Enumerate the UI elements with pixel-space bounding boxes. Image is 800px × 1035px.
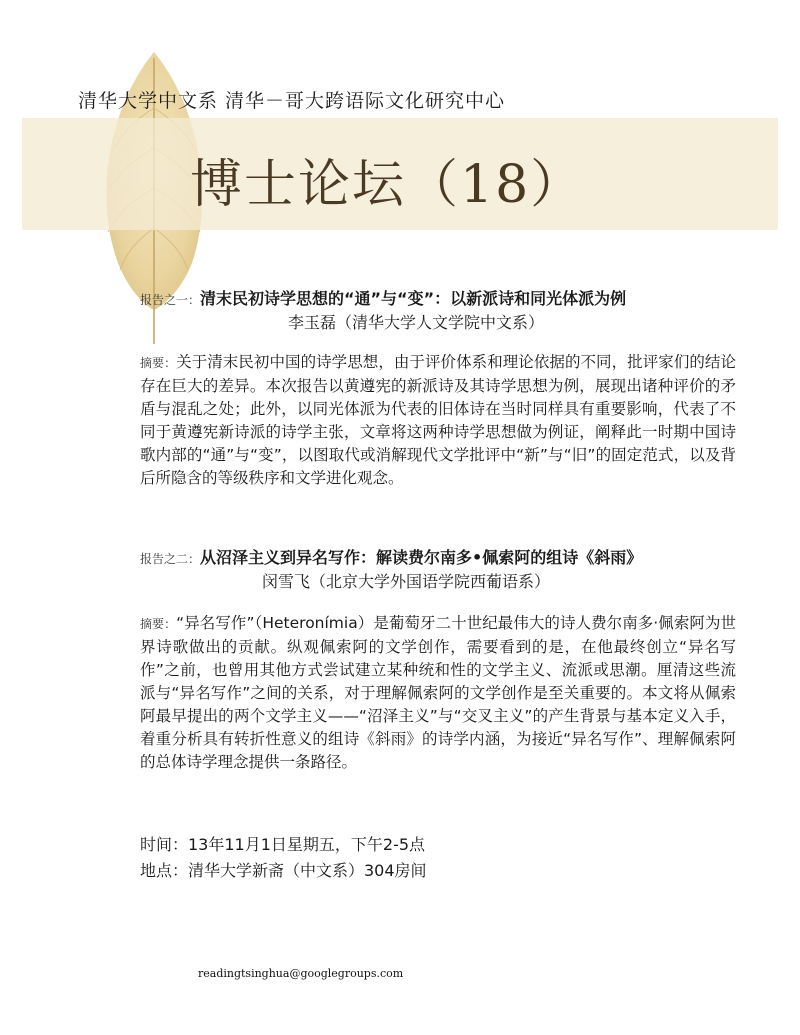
report-1-abstract	[140, 351, 736, 490]
report-1-abstract-tag: 摘要：	[140, 356, 177, 370]
report-2-heading	[140, 545, 642, 568]
contact-email[interactable]: readingtsinghua@googlegroups.com	[198, 967, 404, 980]
report-2-abstract-tag: 摘要：	[140, 617, 177, 631]
report-2-abstract	[140, 612, 736, 774]
report-1-heading	[140, 286, 626, 309]
event-place: 地点：清华大学新斋（中文系）304房间	[140, 861, 427, 880]
report-1-abstract-text: 关于清末民初中国的诗学思想，由于评价体系和理论依据的不同，批评家们的结论存在巨大的差异。本次报告以黄遵宪的新派诗及其诗学思想为例，展现出诸种评价的矛盾与混乱之处；此外，以同光体派为代表的旧体诗在当时同样具有重要影响，代表了不同于黄遵宪新诗派的诗学主张，文章将这两种诗学思想做为例证，阐释此一时期中国诗歌内部的“通”与“变”，以图取代或消解现代文学批评中“新”与“旧”的固定范式，以及背后所隐含的等级秩序和文学进化观念。	[140, 353, 736, 487]
report-1-tag: 报告之一：	[140, 293, 201, 307]
report-2-abstract-text: “异名写作”（Heteronímia）是葡萄牙二十世纪最伟大的诗人费尔南多·佩索阿为世界诗歌做出的贡献。纵观佩索阿的文学创作，需要看到的是，在他最终创立“异名写作”之前，也曾用其他方式尝试建立某种统和性的文学主义、流派或思潮。厘清这些流派与“异名写作”之间的关系，对于理解佩索阿的文学创作是至关重要的。本文将从佩索阿最早提出的两个文学主义——“沼泽主义”与“交叉主义”的产生背景与基本定义入手，着重分析具有转折性意义的组诗《斜雨》的诗学内涵，为接近“异名写作”、理解佩索阿的总体诗学理念提供一条路径。	[140, 614, 736, 771]
report-1-speaker: 李玉磊（清华大学人文学院中文系）	[288, 313, 545, 332]
report-2-tag: 报告之二：	[140, 552, 201, 566]
report-2-title: 从沼泽主义到异名写作：解读费尔南多•佩索阿的组诗《斜雨》	[200, 548, 643, 567]
event-time: 时间：13年11月1日星期五，下午2-5点	[140, 835, 426, 854]
organizers-line: 清华大学中文系 清华－哥大跨语际文化研究中心	[78, 90, 506, 112]
forum-title: 博士论坛（18）	[190, 155, 585, 215]
report-2-speaker: 闵雪飞（北京大学外国语学院西葡语系）	[262, 572, 551, 591]
report-1-title: 清末民初诗学思想的“通”与“变”：以新派诗和同光体派为例	[200, 289, 627, 308]
